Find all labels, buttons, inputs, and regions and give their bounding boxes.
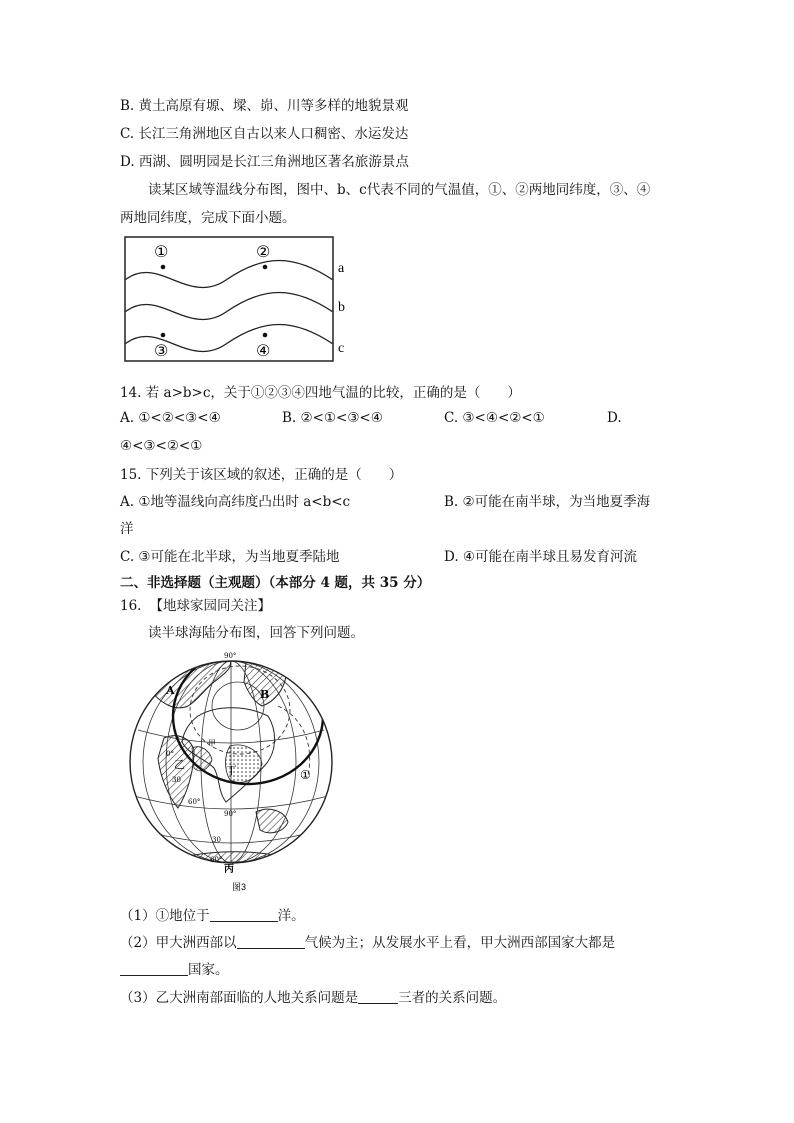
continent-a-shape: [148, 658, 231, 708]
q16-intro: 读半球海陆分布图，回答下列问题。: [148, 625, 364, 641]
q14-option-d-content: ④<③<②<①: [120, 438, 203, 454]
label-jia: 甲: [208, 739, 216, 748]
label-60-left: 60°: [188, 798, 201, 806]
point-3-label: ③: [154, 341, 169, 360]
isotherm-line-b: [125, 293, 333, 320]
q16-sub2: [120, 931, 615, 951]
q16-sub2-suffix: 国家。: [188, 962, 229, 978]
label-30-left: 30: [172, 776, 181, 784]
label-90-top: 90°: [224, 652, 237, 660]
point-1-dot: [161, 265, 166, 270]
point-3-dot: [161, 333, 166, 338]
answer-blank-2[interactable]: [237, 934, 305, 949]
q15-option-b-cont: 洋: [120, 521, 134, 537]
q16-sub3: [120, 986, 506, 1006]
label-yi: 乙: [174, 758, 185, 771]
label-bing: 丙: [224, 864, 234, 875]
label-90-mid: 90°: [224, 810, 237, 818]
line-b-label: b: [338, 300, 345, 315]
answer-blank-1[interactable]: [210, 907, 278, 922]
label-ding: 丁: [226, 764, 237, 777]
q16-sub2-prefix: （2）甲大洲西部以: [120, 935, 237, 951]
line-a-label: a: [338, 261, 345, 276]
option-d-prev: D. 西湖、圆明园是长江三角洲地区著名旅游景点: [120, 154, 409, 170]
label-30-bottom: 30: [212, 836, 221, 844]
q15-option-d: D. ④可能在南半球且易发育河流: [444, 549, 638, 565]
q16-sub3-suffix: 三者的关系问题。: [398, 990, 507, 1006]
q15-option-c: C. ③可能在北半球，为当地夏季陆地: [120, 549, 340, 565]
section-2-title: 二、非选择题（主观题）（本部分 4 题，共 35 分）: [120, 575, 431, 591]
label-a: A: [166, 684, 175, 697]
australia-shape: [256, 809, 288, 833]
answer-blank-3[interactable]: [120, 961, 188, 976]
hemisphere-map: [128, 646, 334, 896]
point-2-dot: [263, 265, 268, 270]
q16-header: [120, 594, 271, 614]
answer-blank-4[interactable]: [358, 989, 398, 1004]
q16-sub2-middle: 气候为主；从发展水平上看，甲大洲西部国家大都是: [304, 935, 616, 951]
q14-stem: 14. 若 a>b>c，关于①②③④四地气温的比较，正确的是（ ）: [120, 385, 521, 401]
globe-content: [134, 648, 328, 874]
option-c-prev: C. 长江三角洲地区自古以来人口稠密、水运发达: [120, 126, 409, 142]
isotherm-intro-line1: 读某区域等温线分布图，图中、b、c代表不同的气温值，①、②两地同纬度，③、④: [148, 182, 651, 198]
point-1-label: ①: [154, 242, 169, 261]
point-4-label: ④: [256, 341, 271, 360]
q16-sub3-prefix: （3）乙大洲南部面临的人地关系问题是: [120, 990, 359, 1006]
q16-topic: 【地球家园同关注】: [149, 598, 271, 614]
isotherm-map: [118, 234, 358, 364]
isotherm-intro-line2: 两地同纬度，完成下面小题。: [120, 210, 296, 226]
line-c-label: c: [338, 341, 345, 356]
label-60-bottom: 60°: [210, 856, 223, 864]
q14-option-c: C. ③<④<②<①: [444, 410, 545, 426]
label-circle-1: ①: [300, 768, 311, 782]
q16-sub1-prefix: （1）①地位于: [120, 908, 210, 924]
point-4-dot: [263, 333, 268, 338]
q16-sub1-suffix: 洋。: [277, 908, 305, 924]
label-0-deg: 0°: [166, 750, 174, 758]
q15-stem: 15. 下列关于该区域的叙述，正确的是（ ）: [120, 467, 403, 483]
option-b-prev: B. 黄土高原有塬、墚、峁、川等多样的地貌景观: [120, 98, 409, 114]
figure-caption: 图3: [232, 882, 247, 892]
label-b: B: [260, 688, 270, 701]
q15-option-a: A. ①地等温线向高纬度凸出时 a<b<c: [120, 494, 351, 510]
q14-option-a: A. ①<②<③<④: [120, 410, 221, 426]
q16-sub1: [120, 904, 305, 924]
point-2-label: ②: [256, 242, 271, 261]
isotherm-line-a: [125, 261, 333, 288]
q16-sub2-cont: [120, 958, 229, 978]
q14-option-b: B. ②<①<③<④: [282, 410, 383, 426]
q15-option-b: B. ②可能在南半球，为当地夏季海: [444, 494, 651, 510]
q16-number: 16.: [120, 598, 142, 614]
q14-option-d: D.: [607, 410, 622, 426]
